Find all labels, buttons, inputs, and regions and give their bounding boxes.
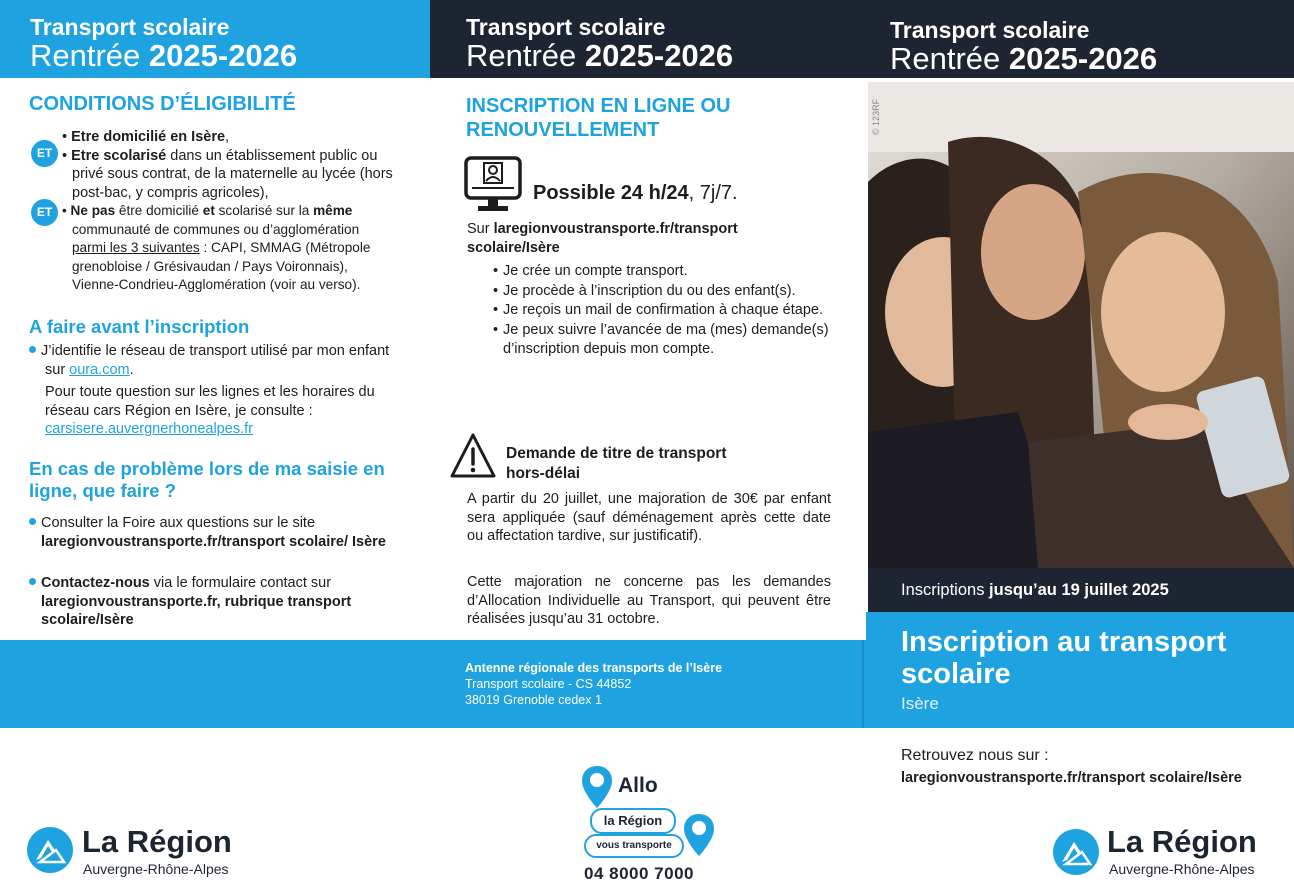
late-title: Demande de titre de transport hors-délai — [506, 445, 727, 482]
oura-link[interactable]: oura.com — [69, 361, 130, 378]
availability-text: Possible 24 h/24, 7j/7. — [533, 182, 738, 204]
carsisere-link[interactable]: carsisere.auvergnerhonealpes.fr — [45, 421, 253, 437]
region-name: La Région — [1107, 824, 1257, 859]
before-text: J’identifie le réseau de transport utilisé par mon enfant sur oura.com. — [29, 342, 411, 379]
region-mountain-icon — [26, 826, 74, 874]
header-left — [0, 0, 430, 78]
region-logo-left — [26, 824, 256, 884]
header-title: Transport scolaire — [890, 17, 1090, 43]
address-line: Transport scolaire - CS 44852 — [465, 677, 632, 691]
address-line: 38019 Grenoble cedex 1 — [465, 693, 602, 707]
region-logo-right — [1052, 824, 1282, 884]
header-subtitle: Rentrée 2025-2026 — [30, 38, 298, 73]
cover-title: Inscription au transport scolaire — [901, 626, 1227, 690]
before-title: A faire avant l’inscription — [29, 316, 250, 337]
eligibility-title: CONDITIONS D’ÉLIGIBILITÉ — [29, 93, 296, 115]
condition-school: • Etre scolarisé dans un établissement public ou privé sous contrat, de la maternelle au lycée (hors post-bac, y compris agricoles), — [62, 147, 393, 201]
antenne-title: Antenne régionale des transports de l’Isère — [465, 661, 723, 675]
computer-icon — [464, 156, 524, 219]
bullet-dot — [29, 578, 36, 585]
condition-exclusion: • Ne pas être domicilié et scolarisé sur la même communauté de communes ou d’agglomération parmi les 3 suivantes : CAPI, SMMAG (Métropole grenobloise / Grésivaudan / Pays Voironnais), Vienne-Condrieu-Agglomération (voir au verso). — [62, 203, 371, 292]
allo-logo — [578, 764, 728, 886]
question-text: Pour toute question sur les lignes et les horaires du réseau cars Région en Isère, je consulte : carsisere.auvergnerhonealpes.fr — [45, 384, 375, 437]
list-item: • Je crée un compte transport. — [493, 262, 833, 282]
location-pin-icon — [682, 812, 716, 858]
region-mountain-icon — [1052, 828, 1100, 876]
condition-residence: • Etre domicilié en Isère, — [62, 129, 230, 145]
contact-item: Contactez-nous via le formulaire contact sur laregionvoustransporte.fr, rubrique transport scolaire/Isère — [29, 574, 401, 630]
online-title: INSCRIPTION EN LIGNE OU RENOUVELLEMENT — [466, 95, 731, 141]
location-pin-icon — [580, 764, 614, 810]
phone-number[interactable]: 04 8000 7000 — [584, 864, 694, 883]
site-text: Sur laregionvoustransporte.fr/transport scolaire/Isère — [467, 221, 738, 256]
cover-subtitle: Isère — [901, 694, 939, 713]
list-item: • Je reçois un mail de confirmation à chaque étape. — [493, 301, 833, 321]
deadline-band — [868, 568, 1294, 612]
la-region-pill: la Région — [590, 808, 676, 834]
region-name: La Région — [82, 824, 232, 859]
faq-item: Consulter la Foire aux questions sur le site laregionvoustransporte.fr/transport scolaire/ Isère — [29, 514, 401, 551]
region-subname: Auvergne-Rhône-Alpes — [1109, 861, 1255, 877]
contact-url[interactable]: laregionvoustransporte.fr, rubrique transport scolaire/Isère — [41, 593, 352, 628]
et-badge: ET — [31, 199, 58, 226]
list-item: • Je procède à l’inscription du ou des enfant(s). — [493, 282, 833, 302]
header-middle — [436, 0, 866, 78]
faq-url[interactable]: laregionvoustransporte.fr/transport scolaire/ Isère — [41, 533, 386, 550]
find-us-label: Retrouvez nous sur : — [901, 747, 1049, 764]
antenne-address — [465, 660, 722, 708]
bottom-blue-band — [0, 640, 866, 728]
students-photo — [868, 82, 1294, 568]
panel-divider — [862, 640, 864, 728]
header-subtitle: Rentrée 2025-2026 — [466, 38, 734, 73]
header-title: Transport scolaire — [466, 14, 666, 40]
find-us-url[interactable]: laregionvoustransporte.fr/transport scolaire/Isère — [901, 770, 1242, 786]
late-text2: Cette majoration ne concerne pas les demandes d’Allocation Individuelle au Transport, qui peuvent être réalisées jusqu’au 31 octobre. — [467, 574, 831, 627]
header-title: Transport scolaire — [30, 14, 230, 40]
allo-text: Allo — [618, 774, 658, 797]
problem-title: En cas de problème lors de ma saisie en ligne, que faire ? — [29, 458, 385, 501]
vous-transporte-pill: vous transporte — [584, 834, 684, 858]
header-right — [860, 0, 1290, 78]
photo-credit: © 123RF — [871, 98, 882, 136]
late-text1: A partir du 20 juillet, une majoration de 30€ par enfant sera appliquée (sauf déménagement après cette date ou affectation tardive, sur justificatif). — [467, 491, 831, 544]
et-badge: ET — [31, 140, 58, 167]
region-subname: Auvergne-Rhône-Alpes — [83, 861, 229, 877]
header-subtitle: Rentrée 2025-2026 — [890, 41, 1158, 76]
bullet-dot — [29, 518, 36, 525]
warning-icon — [450, 432, 496, 489]
bullet-dot — [29, 346, 36, 353]
deadline-text: Inscriptions jusqu’au 19 juillet 2025 — [901, 581, 1169, 599]
site-url[interactable]: laregionvoustransporte.fr/transport scolaire/Isère — [467, 221, 738, 256]
list-item: • Je peux suivre l’avancée de ma (mes) demande(s) d’inscription depuis mon compte. — [493, 321, 833, 360]
steps-list — [493, 262, 833, 360]
eligibility-conditions — [62, 128, 394, 295]
